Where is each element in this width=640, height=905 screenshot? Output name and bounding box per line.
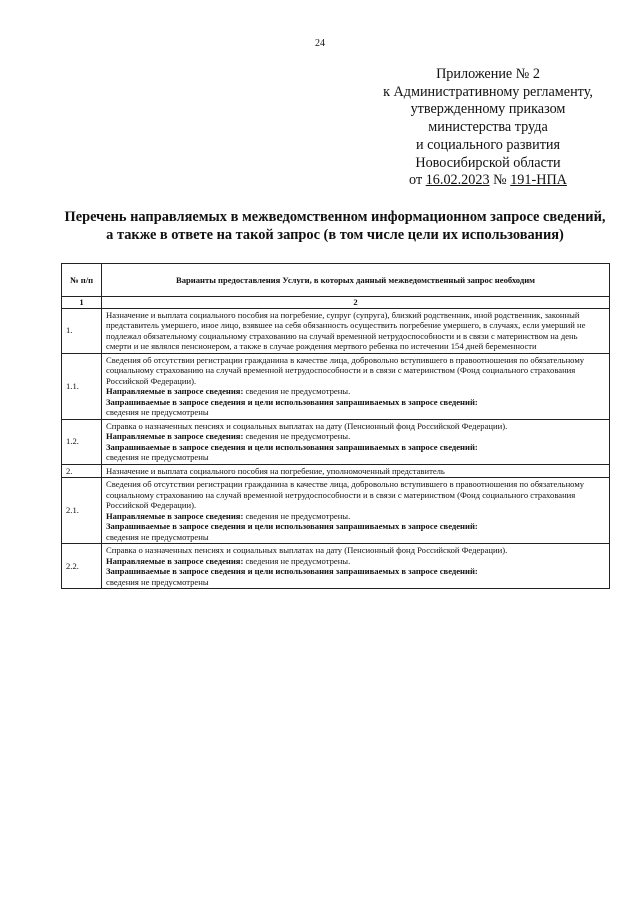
sent-value: сведения не предусмотрены.	[245, 555, 351, 566]
sent-label: Направляемые в запросе сведения:	[106, 510, 244, 521]
requested-value: сведения не предусмотрены	[106, 407, 209, 417]
requests-table	[61, 263, 610, 589]
sent-info	[106, 386, 605, 397]
row-text: Сведения об отсутствии регистрации гражданина в качестве лица, добровольно вступившего в правоотношения по обязательному социальному страхованию на случай временной нетрудоспособности и в связи с материнством (Фонд социального страхования Российской Федерации).	[106, 479, 585, 510]
row-number: 2.	[62, 464, 102, 478]
header-number: № п/п	[62, 264, 102, 297]
appendix-line: Приложение № 2	[436, 66, 540, 82]
appendix-block	[368, 66, 608, 190]
appendix-line: утвержденному приказом	[410, 101, 566, 118]
sent-info	[106, 556, 605, 567]
table-header-row	[62, 264, 610, 297]
row-text: Назначение и выплата социального пособия на погребение, супруг (супруга), близкий родственник, иной родственник, законный представитель умершего, иное лицо, взявшее на себя обязанность осуществить погребение умершего, в случаях, если умерший не подлежал обязательному социальному страхованию на случай временной нетрудоспособности и в связи с материнством на день смерти и не являлся пенсионером, а также в случае рождения мертвого ребенка по истечении 154 дней беременности	[102, 308, 610, 353]
appendix-line: к Административному регламенту,	[383, 83, 593, 100]
sent-value: сведения не предусмотрены.	[245, 386, 351, 396]
date-prefix: от	[409, 172, 423, 189]
order-number: 191-НПА	[510, 172, 567, 189]
requested-label: Запрашиваемые в запросе сведения и цели использования запрашиваемых в запросе сведений:	[106, 566, 478, 576]
sent-label: Направляемые в запросе сведения:	[106, 555, 244, 566]
row-number: 2.2.	[62, 544, 102, 589]
appendix-line: и социального развития	[415, 136, 561, 153]
row-number: 1.2.	[62, 419, 102, 464]
appendix-line: министерства труда	[428, 119, 548, 136]
sent-value: сведения не предусмотрены.	[245, 431, 351, 441]
requested-value: сведения не предусмотрены	[106, 531, 209, 542]
number-sign: №	[493, 172, 507, 189]
column-index-row	[62, 297, 610, 309]
row-text: Сведения об отсутствии регистрации гражданина в качестве лица, добровольно вступившего в правоотношения по обязательному социальному страхованию на случай временной нетрудоспособности и в связи с материнством (Фонд социального страхования Российской Федерации).	[106, 354, 585, 386]
order-date: 16.02.2023	[425, 172, 490, 189]
requested-label: Запрашиваемые в запросе сведения и цели использования запрашиваемых в запросе сведений:	[106, 521, 478, 531]
requested-label: Запрашиваемые в запросе сведения и цели использования запрашиваемых в запросе сведений:	[106, 441, 478, 452]
table-row	[62, 478, 610, 544]
row-content	[102, 419, 610, 464]
sent-label: Направляемые в запросе сведения:	[106, 431, 244, 441]
sent-value: сведения не предусмотрены.	[245, 510, 351, 521]
table-row	[62, 464, 610, 478]
row-text: Назначение и выплата социального пособия на погребение, уполномоченный представитель	[102, 464, 610, 478]
document-title: Перечень направляемых в межведомственном информационном запросе сведений, а также в ответе на такой запрос (в том числе цели их использования)	[64, 209, 606, 243]
sent-info	[106, 511, 605, 522]
row-text: Справка о назначенных пенсиях и социальных выплатах на дату (Пенсионный фонд Российской Федерации).	[106, 420, 508, 431]
table-row	[62, 353, 610, 419]
requested-value: сведения не предусмотрены	[106, 576, 209, 587]
row-content	[102, 478, 610, 544]
row-number: 1.1.	[62, 353, 102, 419]
header-variants: Варианты предоставления Услуги, в которых данный межведомственный запрос необходим	[102, 264, 610, 297]
column-index-1: 1	[62, 297, 102, 309]
table-row	[62, 308, 610, 353]
sent-info	[106, 431, 605, 442]
requested-value: сведения не предусмотрены	[106, 452, 209, 462]
table-row	[62, 544, 610, 589]
row-content	[102, 544, 610, 589]
appendix-date-line	[368, 172, 608, 190]
column-index-2: 2	[102, 297, 610, 309]
table-row	[62, 419, 610, 464]
row-number: 1.	[62, 308, 102, 353]
row-content	[102, 353, 610, 419]
page-number: 24	[315, 38, 325, 49]
row-number: 2.1.	[62, 478, 102, 544]
row-text: Справка о назначенных пенсиях и социальных выплатах на дату (Пенсионный фонд Российской Федерации).	[106, 545, 508, 555]
sent-label: Направляемые в запросе сведения:	[106, 386, 244, 396]
requested-label: Запрашиваемые в запросе сведения и цели использования запрашиваемых в запросе сведений:	[106, 396, 478, 407]
appendix-line: Новосибирской области	[415, 154, 561, 171]
